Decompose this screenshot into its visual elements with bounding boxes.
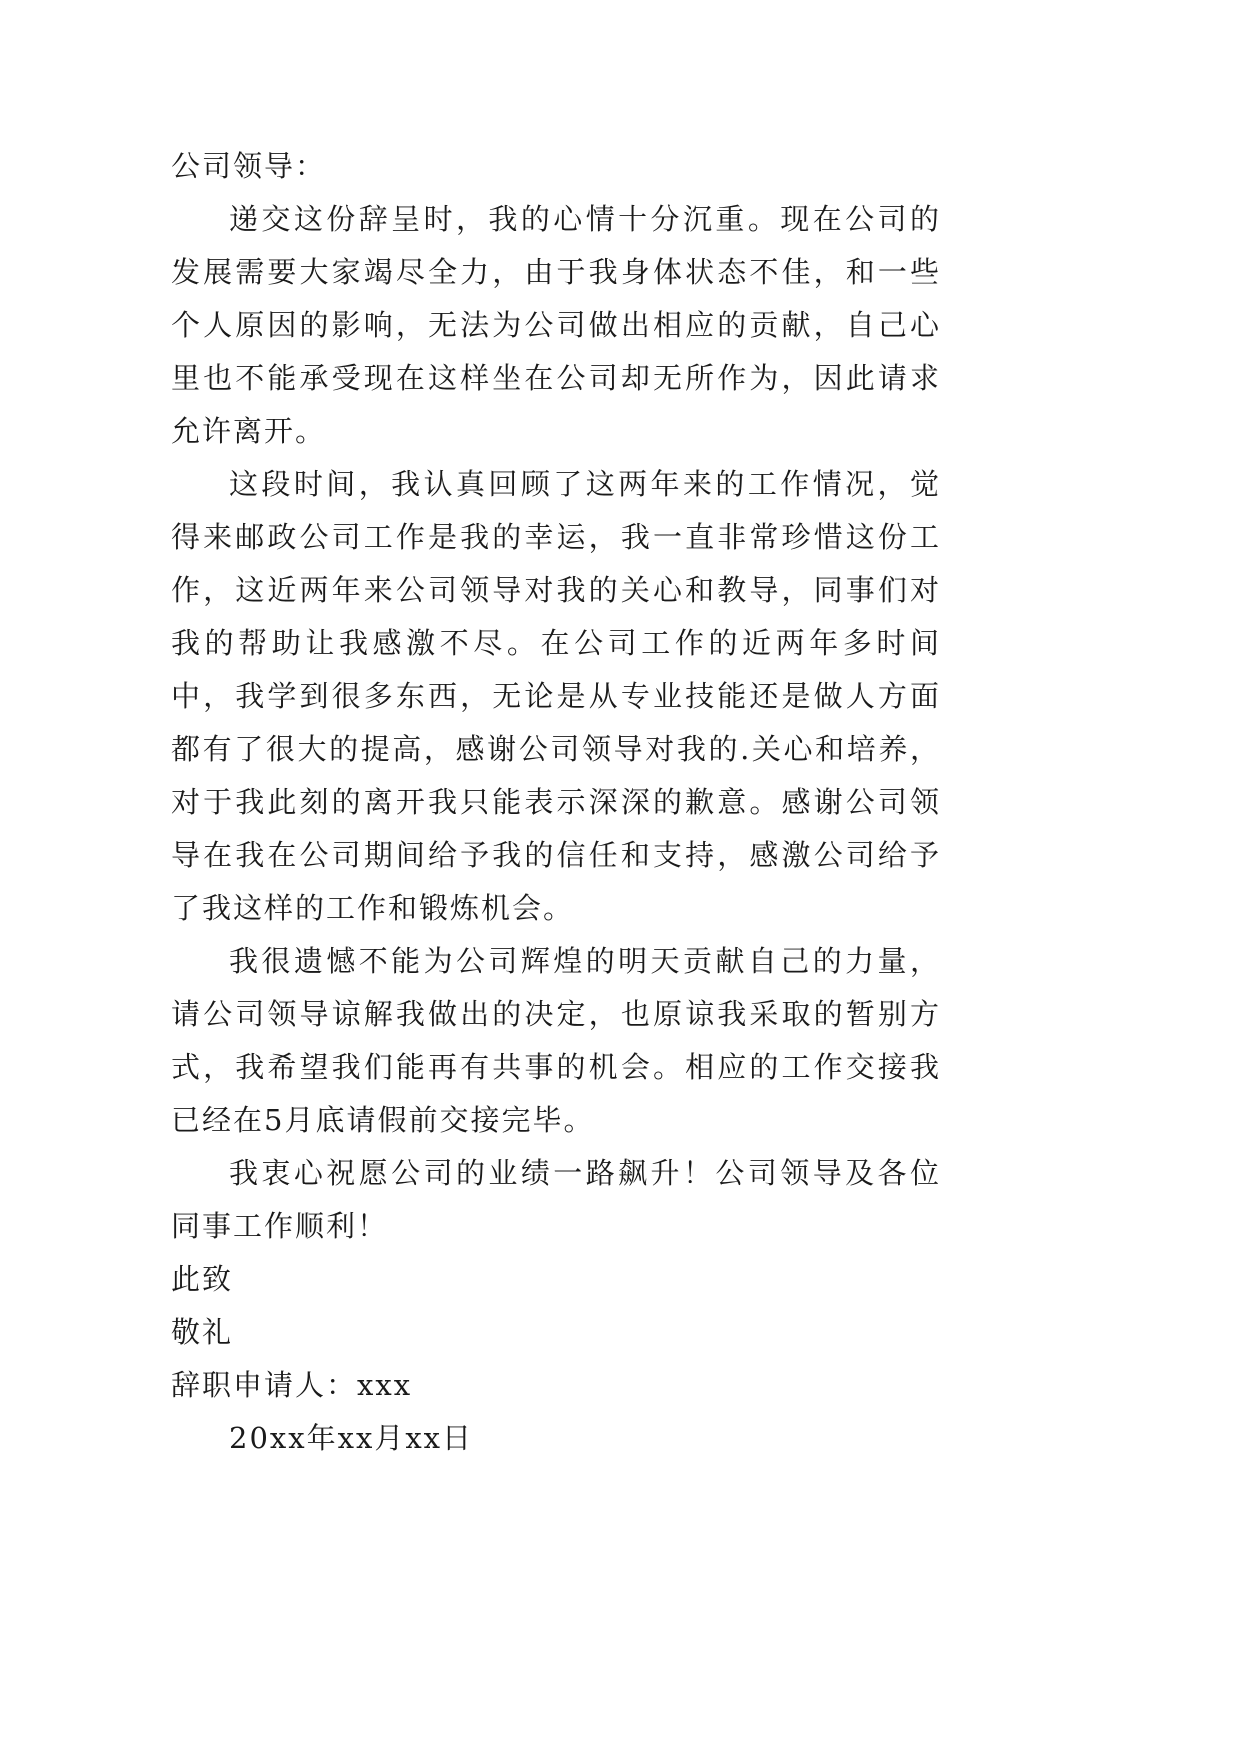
date: 20xx年xx月xx日 (229, 1421, 474, 1455)
paragraph-1: 递交这份辞呈时，我的心情十分沉重。现在公司的发展需要大家竭尽全力，由于我身体状态不佳，和一些个人原因的影响，无法为公司做出相应的贡献，自己心里也不能承受现在这样坐在公司却无所作为，因此请求允许离开。 (171, 202, 941, 448)
paragraph-2: 这段时间，我认真回顾了这两年来的工作情况，觉得来邮政公司工作是我的幸运，我一直非常珍惜这份工作，这近两年来公司领导对我的关心和教导，同事们对我的帮助让我感激不尽。在公司工作的近两年多时间中，我学到很多东西，无论是从专业技能还是做人方面都有了很大的提高，感谢公司领导对我的.关心和培养，对于我此刻的离开我只能表示深深的歉意。感谢公司领导在我在公司期间给予我的信任和支持，感激公司给予了我这样的工作和锻炼机会。 (171, 467, 941, 925)
closing-line-1: 此致 (171, 1262, 234, 1296)
closing-line-2: 敬礼 (171, 1315, 234, 1349)
salutation: 公司领导： (171, 149, 327, 183)
signature: 辞职申请人：xxx (171, 1368, 413, 1402)
paragraph-4: 我衷心祝愿公司的业绩一路飙升！公司领导及各位同事工作顺利！ (171, 1156, 941, 1243)
resignation-letter (171, 140, 941, 1465)
paragraph-3: 我很遗憾不能为公司辉煌的明天贡献自己的力量，请公司领导谅解我做出的决定，也原谅我采取的暂别方式，我希望我们能再有共事的机会。相应的工作交接我已经在5月底请假前交接完毕。 (171, 944, 941, 1137)
